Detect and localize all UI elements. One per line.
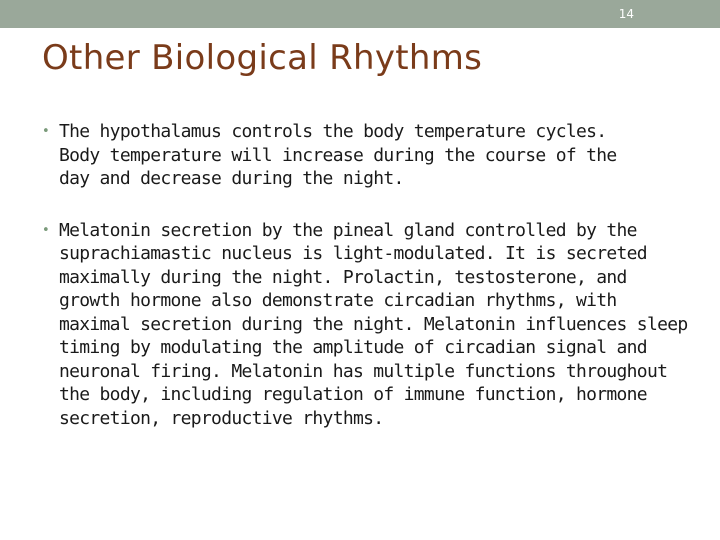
- bullet-item-temperature: [42, 120, 634, 191]
- bullet-item-melatonin: [42, 219, 689, 431]
- bullet-list: [42, 120, 688, 458]
- header-bar: [0, 0, 720, 28]
- bullet-icon: •: [42, 124, 50, 139]
- bullet-text: The hypothalamus controls the body temperature cycles. Body temperature will increase during the course of the day and decrease during the night.: [59, 121, 617, 189]
- slide-title: Other Biological Rhythms: [42, 38, 483, 78]
- slide-number: 14: [618, 7, 634, 21]
- bullet-icon: •: [42, 222, 50, 238]
- bullet-text: Melatonin secretion by the pineal gland controlled by the suprachiamastic nucleus is light-modulated. It is secreted maximally during the night. Prolactin, testosterone, and growth hormone also demonstrate circadian rhythms, with maximal secretion during the night. Melatonin influences sleep timing by modulating the amplitude of circadian signal and neuronal firing. Melatonin has multiple functions throughout the body, including regulation of immune function, hormone secretion, reproductive rhythms.: [59, 219, 688, 429]
